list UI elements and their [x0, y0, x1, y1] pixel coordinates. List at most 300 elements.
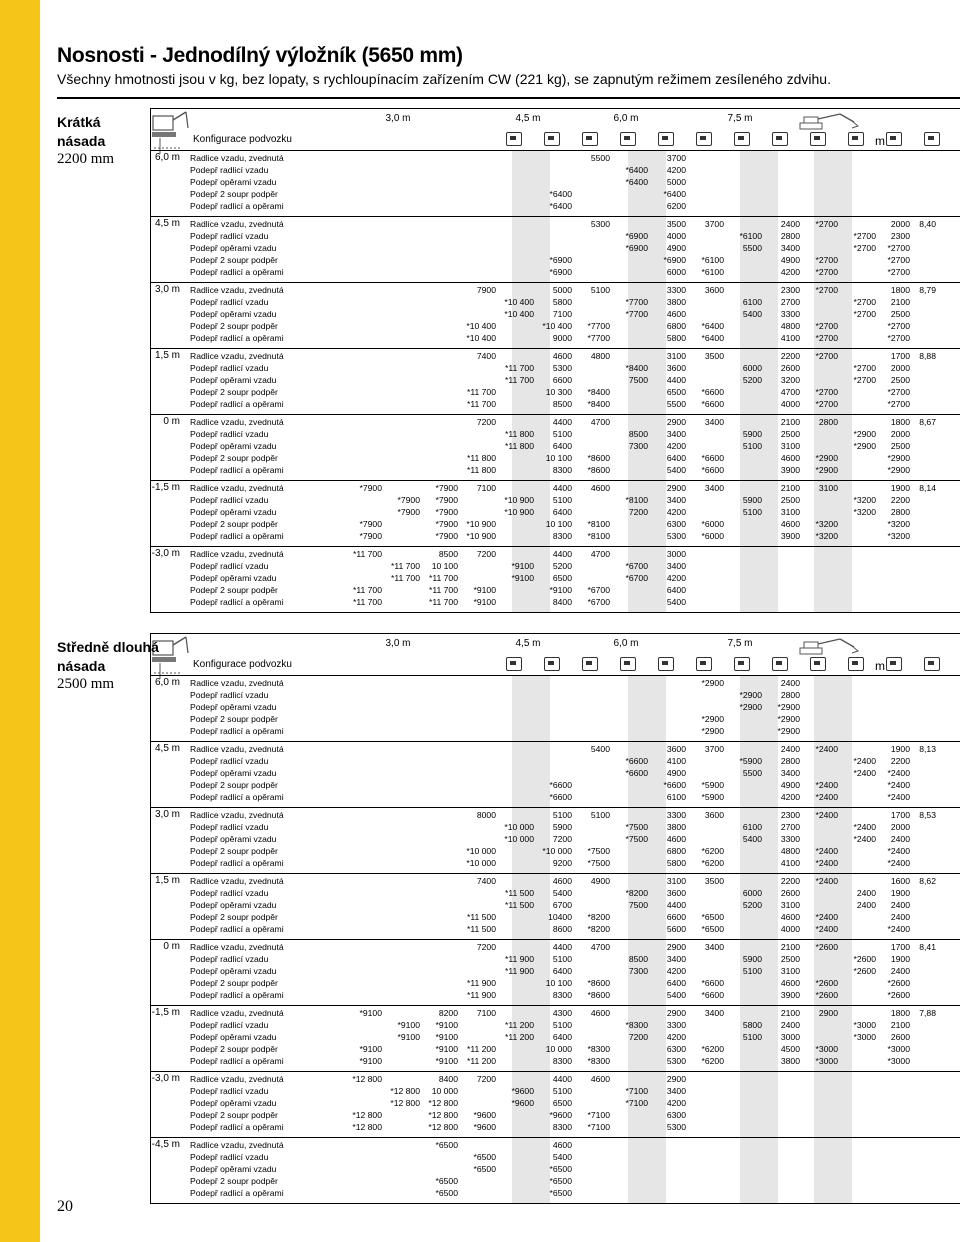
- load-value: *2700: [887, 267, 910, 277]
- table-row: [190, 296, 960, 308]
- load-value: *9100: [359, 1056, 382, 1066]
- load-value: 5100: [552, 495, 572, 505]
- load-value: 2000: [890, 219, 910, 229]
- load-value: 7300: [628, 966, 648, 976]
- row-label: Podepř radlicí vzadu: [190, 429, 269, 439]
- load-value: 2100: [780, 417, 800, 427]
- load-value: 3900: [780, 990, 800, 1000]
- load-value: *7900: [359, 483, 382, 493]
- table-row: [190, 308, 960, 320]
- load-value: *7100: [625, 1098, 648, 1108]
- load-value: 2700: [780, 822, 800, 832]
- height-block: [150, 675, 960, 741]
- table-row: [190, 1139, 960, 1151]
- yellow-sidebar: [0, 0, 40, 1242]
- load-value: *6700: [625, 573, 648, 583]
- load-value: 8500: [438, 549, 458, 559]
- boom-length: 2500 mm: [57, 676, 115, 692]
- load-value: 3300: [666, 1020, 686, 1030]
- load-value: *2700: [815, 399, 838, 409]
- load-value: 7200: [476, 417, 496, 427]
- load-value: 10 300: [545, 387, 572, 397]
- load-value: 3200: [780, 375, 800, 385]
- load-value: *12 800: [428, 1110, 458, 1120]
- load-value: 5400: [742, 834, 762, 844]
- load-value: 4400: [552, 549, 572, 559]
- table-row: [190, 242, 960, 254]
- load-value: *9100: [435, 1044, 458, 1054]
- row-label: Podepř 2 soupr podpěr: [190, 585, 278, 595]
- load-value: *2700: [887, 333, 910, 343]
- load-value: 5100: [590, 810, 610, 820]
- load-value: 2300: [780, 285, 800, 295]
- load-value: 3400: [780, 243, 800, 253]
- height-block: [150, 348, 960, 414]
- load-value: *3200: [815, 519, 838, 529]
- load-value: *2700: [853, 231, 876, 241]
- load-value: *11 700: [505, 375, 534, 385]
- undercarriage-blade-icon: [544, 132, 560, 146]
- load-value: 6000: [742, 363, 762, 373]
- load-value: 7200: [552, 834, 572, 844]
- load-value: 5100: [590, 285, 610, 295]
- undercarriage-both-icon: [772, 132, 788, 146]
- load-value: *11 900: [505, 966, 534, 976]
- load-value: 4000: [780, 399, 800, 409]
- load-value: *2400: [853, 768, 876, 778]
- table-row: [190, 464, 960, 476]
- load-value: 3300: [780, 834, 800, 844]
- undercarriage-outrigger-icon: [582, 132, 598, 146]
- divider: [57, 97, 960, 99]
- load-value: *11 900: [467, 978, 496, 988]
- load-value: 3100: [666, 876, 686, 886]
- load-value: 4300: [552, 1008, 572, 1018]
- load-value: 3600: [704, 810, 724, 820]
- undercarriage-rear-blade-up-icon: [658, 657, 674, 671]
- load-value: 5100: [742, 1032, 762, 1042]
- load-value: *2400: [815, 846, 838, 856]
- load-value: 5900: [552, 822, 572, 832]
- load-value: 4400: [552, 942, 572, 952]
- load-value: *6900: [549, 267, 572, 277]
- load-value: 6000: [666, 267, 686, 277]
- table-bottom-rule: [150, 1203, 960, 1204]
- table-row: [190, 518, 960, 530]
- load-value: 5400: [666, 597, 686, 607]
- load-value: *2600: [853, 954, 876, 964]
- load-value: 1600: [890, 876, 910, 886]
- row-label: Podepř radlicí vzadu: [190, 756, 269, 766]
- load-value: *8200: [625, 888, 648, 898]
- load-value: 7400: [476, 351, 496, 361]
- load-value: *9100: [435, 1032, 458, 1042]
- table-row: [190, 254, 960, 266]
- row-label: Radlice vzadu, zvednutá: [190, 219, 284, 229]
- load-value: 3700: [666, 153, 686, 163]
- load-value: *11 200: [467, 1056, 496, 1066]
- load-value: 4600: [666, 309, 686, 319]
- load-value: *3200: [887, 519, 910, 529]
- max-reach: 8,88: [919, 351, 936, 361]
- load-value: *11 200: [505, 1020, 534, 1030]
- load-value: 3600: [704, 285, 724, 295]
- load-value: 4400: [666, 375, 686, 385]
- load-value: 4800: [780, 321, 800, 331]
- load-value: 3400: [704, 942, 724, 952]
- rows: [190, 350, 960, 410]
- load-value: *8300: [625, 1020, 648, 1030]
- row-label: Radlice vzadu, zvednutá: [190, 153, 284, 163]
- table-row: [190, 284, 960, 296]
- max-reach: 8,41: [919, 942, 936, 952]
- load-value: *7700: [625, 297, 648, 307]
- load-value: 3400: [666, 495, 686, 505]
- rows: [190, 1139, 960, 1199]
- load-value: 5100: [552, 1020, 572, 1030]
- table-row: [190, 779, 960, 791]
- table-row: [190, 1055, 960, 1067]
- load-value: *6200: [701, 858, 724, 868]
- load-value: *2400: [853, 834, 876, 844]
- table-row: [190, 887, 960, 899]
- load-value: 3500: [704, 351, 724, 361]
- table-row: [190, 857, 960, 869]
- load-value: *8100: [587, 531, 610, 541]
- load-value: 4200: [666, 573, 686, 583]
- rows: [190, 743, 960, 803]
- load-value: 6400: [552, 441, 572, 451]
- max-reach: 8,40: [919, 219, 936, 229]
- table-row: [190, 713, 960, 725]
- load-value: 3400: [666, 561, 686, 571]
- table-row: [190, 1175, 960, 1187]
- row-label: Podepř radlicí vzadu: [190, 297, 269, 307]
- load-value: 8500: [552, 399, 572, 409]
- load-value: 5800: [666, 333, 686, 343]
- load-value: 5300: [552, 363, 572, 373]
- load-value: *9100: [511, 561, 534, 571]
- row-label: Podepř radlicí a opěrami: [190, 267, 284, 277]
- load-value: 3100: [780, 507, 800, 517]
- row-label: Podepř opěrami vzadu: [190, 441, 277, 451]
- load-value: 4900: [666, 243, 686, 253]
- rows: [190, 1073, 960, 1133]
- boom-name: Krátká: [57, 114, 101, 130]
- load-height: 3,0 m: [154, 809, 180, 820]
- row-label: Podepř radlicí vzadu: [190, 888, 269, 898]
- load-value: 5000: [666, 177, 686, 187]
- load-value: 1700: [890, 942, 910, 952]
- table-left-rule: [150, 108, 151, 612]
- row-label: Podepř radlicí vzadu: [190, 165, 269, 175]
- load-value: *9100: [397, 1032, 420, 1042]
- max-reach: 8,67: [919, 417, 936, 427]
- load-value: 7200: [628, 507, 648, 517]
- load-value: 6400: [552, 1032, 572, 1042]
- row-label: Podepř radlicí vzadu: [190, 690, 269, 700]
- load-value: *12 800: [428, 1098, 458, 1108]
- load-value: 7200: [476, 942, 496, 952]
- load-value: *10 400: [504, 297, 534, 307]
- load-value: *7900: [359, 531, 382, 541]
- load-value: *9100: [511, 573, 534, 583]
- load-value: *3000: [815, 1056, 838, 1066]
- table-row: [190, 965, 960, 977]
- table-row: [190, 188, 960, 200]
- load-value: 5100: [552, 954, 572, 964]
- load-value: 6300: [666, 519, 686, 529]
- load-value: 9000: [552, 333, 572, 343]
- table-row: [190, 266, 960, 278]
- load-value: 10 000: [545, 1044, 572, 1054]
- rows: [190, 548, 960, 608]
- load-value: *2900: [853, 441, 876, 451]
- load-value: 6400: [552, 507, 572, 517]
- boom-name: Středně dlouhá: [57, 639, 159, 655]
- load-value: 3100: [780, 441, 800, 451]
- row-label: Podepř radlicí a opěrami: [190, 858, 284, 868]
- table-row: [190, 743, 960, 755]
- configuration-icons-row: [362, 657, 922, 677]
- load-value: *10 900: [466, 531, 496, 541]
- load-value: *2700: [853, 375, 876, 385]
- load-value: *3000: [853, 1032, 876, 1042]
- row-label: Podepř opěrami vzadu: [190, 507, 277, 517]
- load-value: *2900: [815, 465, 838, 475]
- load-value: 5300: [590, 219, 610, 229]
- load-value: 4200: [780, 267, 800, 277]
- row-label: Podepř radlicí a opěrami: [190, 792, 284, 802]
- load-value: 4200: [666, 165, 686, 175]
- load-value: 8300: [552, 465, 572, 475]
- load-value: *2900: [887, 465, 910, 475]
- load-value: *7500: [625, 822, 648, 832]
- undercarriage-rear-blade-up-icon: [506, 132, 522, 146]
- block-divider: [150, 873, 960, 874]
- load-value: 1900: [890, 888, 910, 898]
- load-value: 4600: [552, 876, 572, 886]
- load-value: *10 000: [466, 846, 496, 856]
- load-value: 4900: [780, 780, 800, 790]
- table-row: [190, 218, 960, 230]
- row-label: Radlice vzadu, zvednutá: [190, 351, 284, 361]
- load-value: 5200: [742, 900, 762, 910]
- max-reach: 8,79: [919, 285, 936, 295]
- load-value: 3100: [818, 483, 838, 493]
- configuration-icons-row: [362, 132, 922, 152]
- block-divider: [150, 546, 960, 547]
- load-value: *2400: [815, 912, 838, 922]
- load-value: 7200: [476, 1074, 496, 1084]
- load-value: 4100: [780, 858, 800, 868]
- load-value: 3900: [780, 465, 800, 475]
- configuration-label: Konfigurace podvozku: [193, 659, 292, 670]
- height-block: [150, 282, 960, 348]
- load-value: 5800: [742, 1020, 762, 1030]
- row-label: Podepř opěrami vzadu: [190, 966, 277, 976]
- load-value: *3200: [853, 495, 876, 505]
- load-value: *6400: [625, 165, 648, 175]
- load-value: 2800: [780, 231, 800, 241]
- load-value: *8300: [587, 1044, 610, 1054]
- row-label: Podepř radlicí a opěrami: [190, 1056, 284, 1066]
- table-row: [190, 230, 960, 242]
- load-value: *2400: [853, 822, 876, 832]
- load-value: *2700: [887, 387, 910, 397]
- load-value: *11 500: [467, 912, 496, 922]
- table-row: [190, 428, 960, 440]
- load-value: *6500: [435, 1176, 458, 1186]
- rows: [190, 218, 960, 278]
- load-value: 6300: [666, 1044, 686, 1054]
- max-reach: 8,13: [919, 744, 936, 754]
- row-label: Radlice vzadu, zvednutá: [190, 417, 284, 427]
- load-value: *6500: [549, 1176, 572, 1186]
- load-value: *2600: [853, 966, 876, 976]
- load-value: *8600: [587, 978, 610, 988]
- undercarriage-outrigger-icon: [886, 132, 902, 146]
- rows: [190, 941, 960, 1001]
- load-value: *8600: [587, 465, 610, 475]
- row-label: Podepř 2 soupr podpěr: [190, 321, 278, 331]
- table-row: [190, 560, 960, 572]
- block-divider: [150, 675, 960, 676]
- load-value: 5100: [552, 429, 572, 439]
- load-value: *7700: [625, 309, 648, 319]
- row-label: Podepř 2 soupr podpěr: [190, 189, 278, 199]
- load-value: 6500: [666, 387, 686, 397]
- load-value: 4600: [552, 351, 572, 361]
- load-value: 3400: [666, 1086, 686, 1096]
- load-value: 2100: [780, 942, 800, 952]
- load-value: *2900: [887, 453, 910, 463]
- load-value: *6900: [625, 243, 648, 253]
- table-row: [190, 911, 960, 923]
- load-value: 3600: [666, 744, 686, 754]
- load-value: *2700: [853, 363, 876, 373]
- table-row: [190, 494, 960, 506]
- load-value: *5900: [739, 756, 762, 766]
- load-value: *9600: [549, 1110, 572, 1120]
- load-value: 6400: [666, 978, 686, 988]
- load-value: *7900: [435, 531, 458, 541]
- load-value: *9100: [549, 585, 572, 595]
- undercarriage-both-icon: [924, 657, 940, 671]
- load-value: 2200: [780, 351, 800, 361]
- load-value: 2200: [890, 756, 910, 766]
- load-value: *6400: [701, 321, 724, 331]
- load-value: *12 800: [428, 1122, 458, 1132]
- load-height: 1,5 m: [154, 875, 180, 886]
- height-block: [150, 939, 960, 1005]
- load-value: *6900: [549, 255, 572, 265]
- row-label: Podepř 2 soupr podpěr: [190, 1176, 278, 1186]
- load-value: 6800: [666, 321, 686, 331]
- undercarriage-rear-blade-up-icon: [810, 132, 826, 146]
- load-value: 6200: [666, 201, 686, 211]
- height-block: [150, 480, 960, 546]
- reach-label: 7,5 m: [727, 113, 753, 124]
- load-value: 3600: [666, 363, 686, 373]
- height-block: [150, 414, 960, 480]
- row-label: Podepř opěrami vzadu: [190, 375, 277, 385]
- table-row: [190, 845, 960, 857]
- load-value: *7900: [435, 495, 458, 505]
- table-row: [190, 941, 960, 953]
- load-value: 3600: [666, 888, 686, 898]
- load-value: *11 700: [429, 573, 458, 583]
- reach-label: 3,0 m: [385, 638, 411, 649]
- load-value: *6200: [701, 1056, 724, 1066]
- load-value: *6000: [701, 531, 724, 541]
- row-label: Podepř opěrami vzadu: [190, 768, 277, 778]
- load-value: *9600: [511, 1098, 534, 1108]
- load-value: 4600: [552, 1140, 572, 1150]
- load-value: 3800: [666, 822, 686, 832]
- load-value: 2900: [666, 1074, 686, 1084]
- load-value: 3800: [780, 1056, 800, 1066]
- table-row: [190, 440, 960, 452]
- load-value: 4400: [552, 1074, 572, 1084]
- load-value: 6800: [666, 846, 686, 856]
- load-value: *9100: [435, 1020, 458, 1030]
- load-value: 2400: [780, 1020, 800, 1030]
- load-value: 4700: [590, 417, 610, 427]
- load-value: *7700: [587, 321, 610, 331]
- load-value: 6600: [666, 912, 686, 922]
- row-label: Podepř radlicí vzadu: [190, 1020, 269, 1030]
- load-value: 7500: [628, 375, 648, 385]
- row-label: Podepř radlicí a opěrami: [190, 726, 284, 736]
- load-value: *2400: [887, 858, 910, 868]
- load-value: *2700: [853, 309, 876, 319]
- block-divider: [150, 939, 960, 940]
- row-label: Podepř radlicí a opěrami: [190, 990, 284, 1000]
- block-divider: [150, 1137, 960, 1138]
- row-label: Podepř 2 soupr podpěr: [190, 255, 278, 265]
- row-label: Podepř radlicí a opěrami: [190, 465, 284, 475]
- load-value: 2000: [890, 822, 910, 832]
- undercarriage-outrigger-icon: [886, 657, 902, 671]
- load-value: *9600: [473, 1110, 496, 1120]
- row-label: Podepř opěrami vzadu: [190, 1164, 277, 1174]
- table-row: [190, 989, 960, 1001]
- load-value: 2400: [890, 834, 910, 844]
- load-value: 4200: [666, 966, 686, 976]
- load-value: *2400: [887, 792, 910, 802]
- load-height: 4,5 m: [154, 743, 180, 754]
- row-label: Podepř radlicí a opěrami: [190, 1188, 284, 1198]
- load-value: 7300: [628, 441, 648, 451]
- load-height: -3,0 m: [151, 1073, 180, 1084]
- rows: [190, 152, 960, 212]
- load-value: *2700: [815, 351, 838, 361]
- row-label: Podepř radlicí vzadu: [190, 231, 269, 241]
- load-value: *6500: [435, 1140, 458, 1150]
- max-reach: 7,88: [919, 1008, 936, 1018]
- load-value: 3400: [704, 417, 724, 427]
- table-row: [190, 200, 960, 212]
- block-divider: [150, 1071, 960, 1072]
- row-label: Podepř 2 soupr podpěr: [190, 1110, 278, 1120]
- load-value: 10 100: [431, 561, 458, 571]
- load-value: 2800: [890, 507, 910, 517]
- load-value: *7100: [587, 1110, 610, 1120]
- load-value: *7700: [587, 333, 610, 343]
- load-value: *2900: [701, 678, 724, 688]
- load-value: 8300: [552, 990, 572, 1000]
